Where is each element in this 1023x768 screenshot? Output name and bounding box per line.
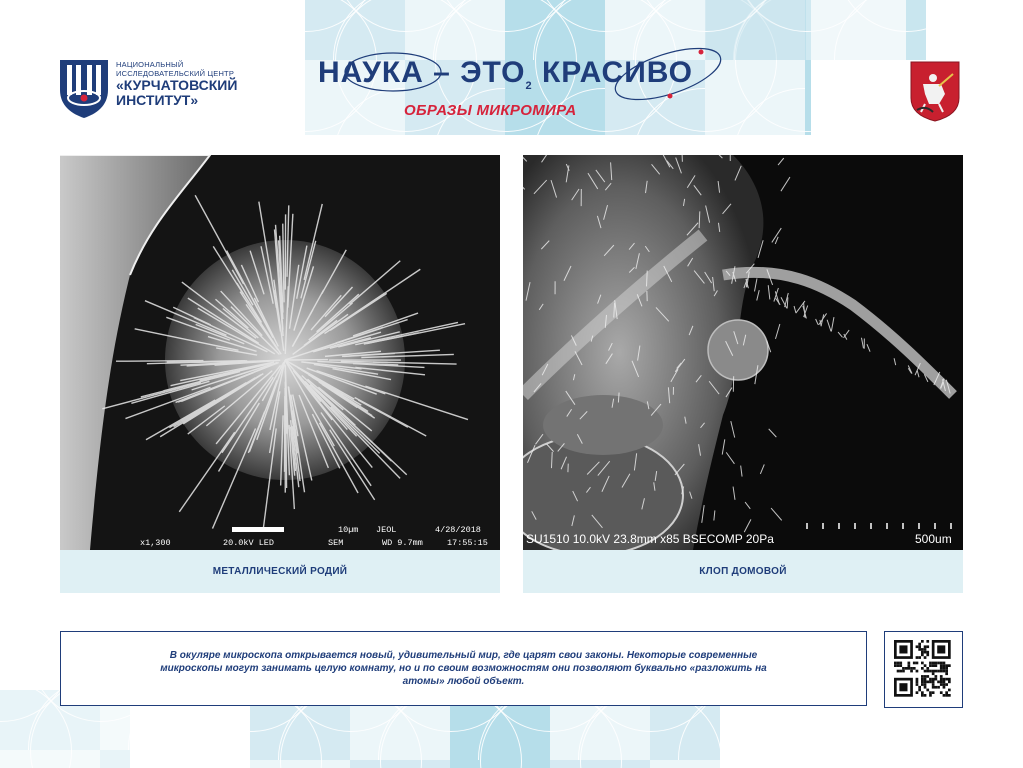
org-name-line2: ИНСТИТУТ» <box>116 92 199 108</box>
sem-magnification: x1,300 <box>140 538 171 548</box>
title-part3: КРАСИВО <box>541 56 694 89</box>
pattern-tile <box>805 60 811 135</box>
exhibition-title <box>318 56 718 119</box>
sem-scale-label: 500um <box>915 532 952 546</box>
org-line1: НАЦИОНАЛЬНЫЙ <box>116 60 184 69</box>
sem-date: 4/28/2018 <box>435 525 481 535</box>
org-name-line1: «КУРЧАТОВСКИЙ <box>116 77 238 93</box>
header-pattern-right <box>706 0 926 60</box>
sem-time: 17:55:15 <box>447 538 488 548</box>
panel-rhodium <box>60 155 500 593</box>
sem-brand: JEOL <box>376 525 397 535</box>
pattern-tile <box>100 750 130 768</box>
rhodium-caption: МЕТАЛЛИЧЕСКИЙ РОДИЙ <box>212 566 348 577</box>
bedbug-illustration <box>523 155 963 550</box>
sem-wd: WD 9.7mm <box>382 538 423 548</box>
sem-voltage: 20.0kV LED <box>223 538 275 548</box>
title-part1: НАУКА <box>318 56 424 89</box>
title-part2: ЭТО <box>460 56 526 89</box>
rhodium-sem-image <box>60 155 500 550</box>
title-main <box>318 56 693 92</box>
kurchatov-emblem-icon <box>60 60 108 118</box>
sem-scale-label: 10µm <box>338 525 359 535</box>
pattern-tile <box>650 760 720 768</box>
org-line2: ИССЛЕДОВАТЕЛЬСКИЙ ЦЕНТР <box>116 69 235 78</box>
rhodium-crystal-illustration <box>60 155 500 550</box>
description-text: В окуляре микроскопа открывается новый, удивительный мир, где царят свои законы. Некоторые современные микроскопы могут занимать целую комнату, но и по своим возможностям они позволяют буквально «разложить на атомы» любой объект. <box>160 650 767 687</box>
title-subscript: 2 <box>525 80 533 92</box>
description-box <box>60 631 867 706</box>
sem-mode: SEM <box>328 538 344 548</box>
bedbug-sem-image <box>523 155 963 550</box>
sem-info-line: SU1510 10.0kV 23.8mm x85 BSECOMP 20Pa <box>526 532 774 546</box>
panel-bedbug <box>523 155 963 593</box>
pattern-tile <box>906 0 926 60</box>
footer-pattern <box>250 700 720 768</box>
title-subtitle: ОБРАЗЫ МИКРОМИРА <box>404 102 577 119</box>
title-dash: – <box>433 56 451 89</box>
qr-code-icon <box>885 632 961 706</box>
qr-code[interactable] <box>884 631 963 708</box>
bedbug-caption: КЛОП ДОМОВОЙ <box>699 566 787 577</box>
kurchatov-logo <box>60 60 260 120</box>
moscow-coat-of-arms-icon <box>909 60 961 122</box>
